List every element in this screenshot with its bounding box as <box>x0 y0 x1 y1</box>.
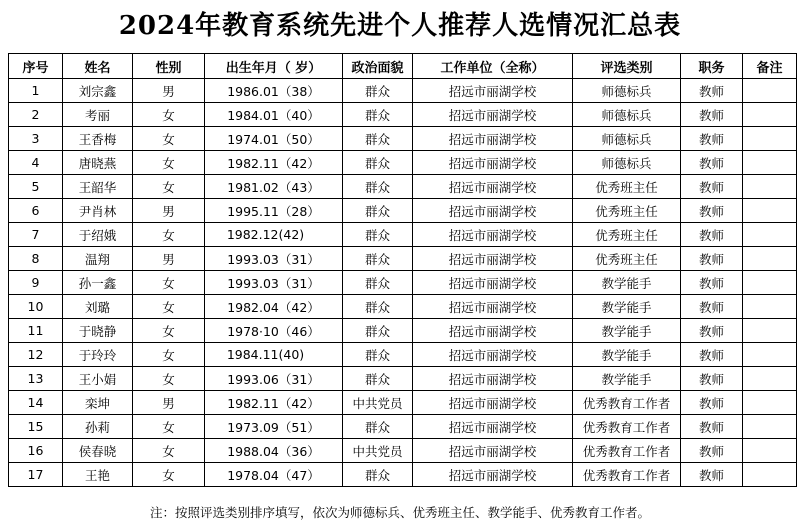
cell-political: 群众 <box>343 295 413 319</box>
cell-category: 优秀班主任 <box>573 199 681 223</box>
cell-gender: 女 <box>133 271 205 295</box>
cell-gender: 男 <box>133 79 205 103</box>
cell-no: 3 <box>9 127 63 151</box>
table-row <box>9 367 797 391</box>
cell-position: 教师 <box>681 295 743 319</box>
header-name: 姓名 <box>63 54 133 79</box>
cell-name: 于绍娥 <box>63 223 133 247</box>
table-row <box>9 415 797 439</box>
cell-birth: 1981.02（43） <box>205 175 343 199</box>
cell-remark <box>743 463 797 487</box>
cell-remark <box>743 127 797 151</box>
header-political: 政治面貌 <box>343 54 413 79</box>
cell-position: 教师 <box>681 439 743 463</box>
cell-no: 4 <box>9 151 63 175</box>
cell-remark <box>743 175 797 199</box>
cell-political: 群众 <box>343 199 413 223</box>
cell-position: 教师 <box>681 127 743 151</box>
cell-unit: 招远市丽湖学校 <box>413 271 573 295</box>
cell-unit: 招远市丽湖学校 <box>413 79 573 103</box>
cell-political: 群众 <box>343 151 413 175</box>
cell-gender: 女 <box>133 295 205 319</box>
cell-category: 优秀教育工作者 <box>573 463 681 487</box>
cell-political: 群众 <box>343 175 413 199</box>
cell-remark <box>743 319 797 343</box>
cell-position: 教师 <box>681 79 743 103</box>
cell-remark <box>743 367 797 391</box>
cell-remark <box>743 439 797 463</box>
table-row <box>9 151 797 175</box>
cell-category: 优秀教育工作者 <box>573 439 681 463</box>
cell-position: 教师 <box>681 199 743 223</box>
cell-name: 刘璐 <box>63 295 133 319</box>
cell-gender: 女 <box>133 151 205 175</box>
table-row <box>9 271 797 295</box>
cell-unit: 招远市丽湖学校 <box>413 151 573 175</box>
cell-birth: 1988.04（36） <box>205 439 343 463</box>
cell-gender: 女 <box>133 223 205 247</box>
cell-political: 中共党员 <box>343 439 413 463</box>
cell-gender: 女 <box>133 319 205 343</box>
cell-category: 优秀班主任 <box>573 247 681 271</box>
cell-remark <box>743 103 797 127</box>
cell-name: 栾坤 <box>63 391 133 415</box>
cell-unit: 招远市丽湖学校 <box>413 343 573 367</box>
cell-position: 教师 <box>681 463 743 487</box>
cell-name: 尹肖林 <box>63 199 133 223</box>
cell-political: 群众 <box>343 415 413 439</box>
table-row <box>9 223 797 247</box>
cell-no: 9 <box>9 271 63 295</box>
cell-unit: 招远市丽湖学校 <box>413 223 573 247</box>
table-row <box>9 319 797 343</box>
cell-political: 群众 <box>343 319 413 343</box>
table-row <box>9 343 797 367</box>
cell-remark <box>743 79 797 103</box>
cell-category: 优秀班主任 <box>573 223 681 247</box>
cell-unit: 招远市丽湖学校 <box>413 127 573 151</box>
cell-position: 教师 <box>681 343 743 367</box>
cell-no: 14 <box>9 391 63 415</box>
cell-name: 王小娟 <box>63 367 133 391</box>
cell-birth: 1984.01（40） <box>205 103 343 127</box>
cell-political: 群众 <box>343 367 413 391</box>
cell-category: 教学能手 <box>573 271 681 295</box>
cell-position: 教师 <box>681 367 743 391</box>
cell-category: 教学能手 <box>573 319 681 343</box>
cell-position: 教师 <box>681 319 743 343</box>
summary-table <box>8 53 797 487</box>
cell-no: 1 <box>9 79 63 103</box>
cell-gender: 男 <box>133 199 205 223</box>
cell-gender: 女 <box>133 463 205 487</box>
cell-unit: 招远市丽湖学校 <box>413 175 573 199</box>
header-unit: 工作单位（全称） <box>413 54 573 79</box>
cell-birth: 1982.11（42） <box>205 391 343 415</box>
cell-gender: 男 <box>133 247 205 271</box>
cell-category: 教学能手 <box>573 295 681 319</box>
cell-no: 10 <box>9 295 63 319</box>
footnote: 注：按照评选类别排序填写，依次为师德标兵、优秀班主任、教学能手、优秀教育工作者。 <box>149 505 650 520</box>
cell-category: 师德标兵 <box>573 79 681 103</box>
cell-political: 群众 <box>343 343 413 367</box>
cell-gender: 男 <box>133 391 205 415</box>
table-row <box>9 127 797 151</box>
cell-remark <box>743 271 797 295</box>
cell-name: 于玲玲 <box>63 343 133 367</box>
page-title: 2024年教育系统先进个人推荐人选情况汇总表 <box>118 11 682 41</box>
table-body <box>9 79 797 487</box>
cell-no: 8 <box>9 247 63 271</box>
header-category: 评选类别 <box>573 54 681 79</box>
header-gender: 性别 <box>133 54 205 79</box>
cell-birth: 1986.01（38） <box>205 79 343 103</box>
cell-remark <box>743 151 797 175</box>
cell-name: 唐晓燕 <box>63 151 133 175</box>
header-remark: 备注 <box>743 54 797 79</box>
cell-category: 优秀教育工作者 <box>573 391 681 415</box>
cell-name: 孙一鑫 <box>63 271 133 295</box>
cell-name: 孙莉 <box>63 415 133 439</box>
table-row <box>9 199 797 223</box>
cell-unit: 招远市丽湖学校 <box>413 103 573 127</box>
cell-name: 侯春晓 <box>63 439 133 463</box>
header-row <box>9 54 797 79</box>
cell-position: 教师 <box>681 175 743 199</box>
cell-political: 群众 <box>343 79 413 103</box>
cell-birth: 1982.04（42） <box>205 295 343 319</box>
cell-political: 群众 <box>343 103 413 127</box>
header-no: 序号 <box>9 54 63 79</box>
cell-name: 王香梅 <box>63 127 133 151</box>
cell-remark <box>743 343 797 367</box>
cell-unit: 招远市丽湖学校 <box>413 295 573 319</box>
cell-unit: 招远市丽湖学校 <box>413 199 573 223</box>
cell-political: 群众 <box>343 463 413 487</box>
cell-gender: 女 <box>133 367 205 391</box>
cell-remark <box>743 223 797 247</box>
cell-unit: 招远市丽湖学校 <box>413 463 573 487</box>
cell-category: 师德标兵 <box>573 127 681 151</box>
cell-birth: 1982.11（42） <box>205 151 343 175</box>
cell-category: 教学能手 <box>573 367 681 391</box>
cell-gender: 女 <box>133 127 205 151</box>
cell-no: 12 <box>9 343 63 367</box>
cell-unit: 招远市丽湖学校 <box>413 391 573 415</box>
cell-political: 中共党员 <box>343 391 413 415</box>
header-position: 职务 <box>681 54 743 79</box>
cell-unit: 招远市丽湖学校 <box>413 319 573 343</box>
cell-unit: 招远市丽湖学校 <box>413 439 573 463</box>
cell-birth: 1984.11(40) <box>205 343 343 367</box>
cell-category: 师德标兵 <box>573 151 681 175</box>
cell-unit: 招远市丽湖学校 <box>413 415 573 439</box>
cell-name: 刘宗鑫 <box>63 79 133 103</box>
cell-category: 优秀教育工作者 <box>573 415 681 439</box>
cell-position: 教师 <box>681 151 743 175</box>
cell-no: 15 <box>9 415 63 439</box>
cell-remark <box>743 247 797 271</box>
cell-gender: 女 <box>133 415 205 439</box>
cell-name: 温翔 <box>63 247 133 271</box>
table-row <box>9 391 797 415</box>
table-row <box>9 295 797 319</box>
cell-position: 教师 <box>681 391 743 415</box>
cell-birth: 1974.01（50） <box>205 127 343 151</box>
cell-gender: 女 <box>133 343 205 367</box>
cell-birth: 1973.09（51） <box>205 415 343 439</box>
table-row <box>9 247 797 271</box>
table-row <box>9 175 797 199</box>
cell-remark <box>743 295 797 319</box>
cell-no: 6 <box>9 199 63 223</box>
cell-no: 17 <box>9 463 63 487</box>
cell-remark <box>743 391 797 415</box>
cell-category: 师德标兵 <box>573 103 681 127</box>
cell-unit: 招远市丽湖学校 <box>413 247 573 271</box>
cell-no: 11 <box>9 319 63 343</box>
table-row <box>9 103 797 127</box>
header-birth: 出生年月（ 岁） <box>205 54 343 79</box>
cell-position: 教师 <box>681 415 743 439</box>
cell-no: 13 <box>9 367 63 391</box>
cell-gender: 女 <box>133 439 205 463</box>
cell-no: 7 <box>9 223 63 247</box>
cell-name: 于晓静 <box>63 319 133 343</box>
cell-position: 教师 <box>681 103 743 127</box>
cell-birth: 1995.11（28） <box>205 199 343 223</box>
cell-unit: 招远市丽湖学校 <box>413 367 573 391</box>
cell-birth: 1978·10（46） <box>205 319 343 343</box>
cell-no: 5 <box>9 175 63 199</box>
table-row <box>9 463 797 487</box>
cell-position: 教师 <box>681 223 743 247</box>
cell-remark <box>743 199 797 223</box>
cell-birth: 1993.06（31） <box>205 367 343 391</box>
cell-no: 2 <box>9 103 63 127</box>
cell-name: 考丽 <box>63 103 133 127</box>
cell-name: 王艳 <box>63 463 133 487</box>
cell-political: 群众 <box>343 223 413 247</box>
table-row <box>9 439 797 463</box>
cell-gender: 女 <box>133 175 205 199</box>
cell-birth: 1982.12(42) <box>205 223 343 247</box>
cell-position: 教师 <box>681 271 743 295</box>
cell-birth: 1978.04（47） <box>205 463 343 487</box>
cell-political: 群众 <box>343 127 413 151</box>
table-row <box>9 79 797 103</box>
cell-remark <box>743 415 797 439</box>
cell-position: 教师 <box>681 247 743 271</box>
cell-no: 16 <box>9 439 63 463</box>
cell-category: 优秀班主任 <box>573 175 681 199</box>
cell-birth: 1993.03（31） <box>205 271 343 295</box>
cell-birth: 1993.03（31） <box>205 247 343 271</box>
cell-political: 群众 <box>343 247 413 271</box>
cell-category: 教学能手 <box>573 343 681 367</box>
cell-name: 王韶华 <box>63 175 133 199</box>
cell-political: 群众 <box>343 271 413 295</box>
cell-gender: 女 <box>133 103 205 127</box>
